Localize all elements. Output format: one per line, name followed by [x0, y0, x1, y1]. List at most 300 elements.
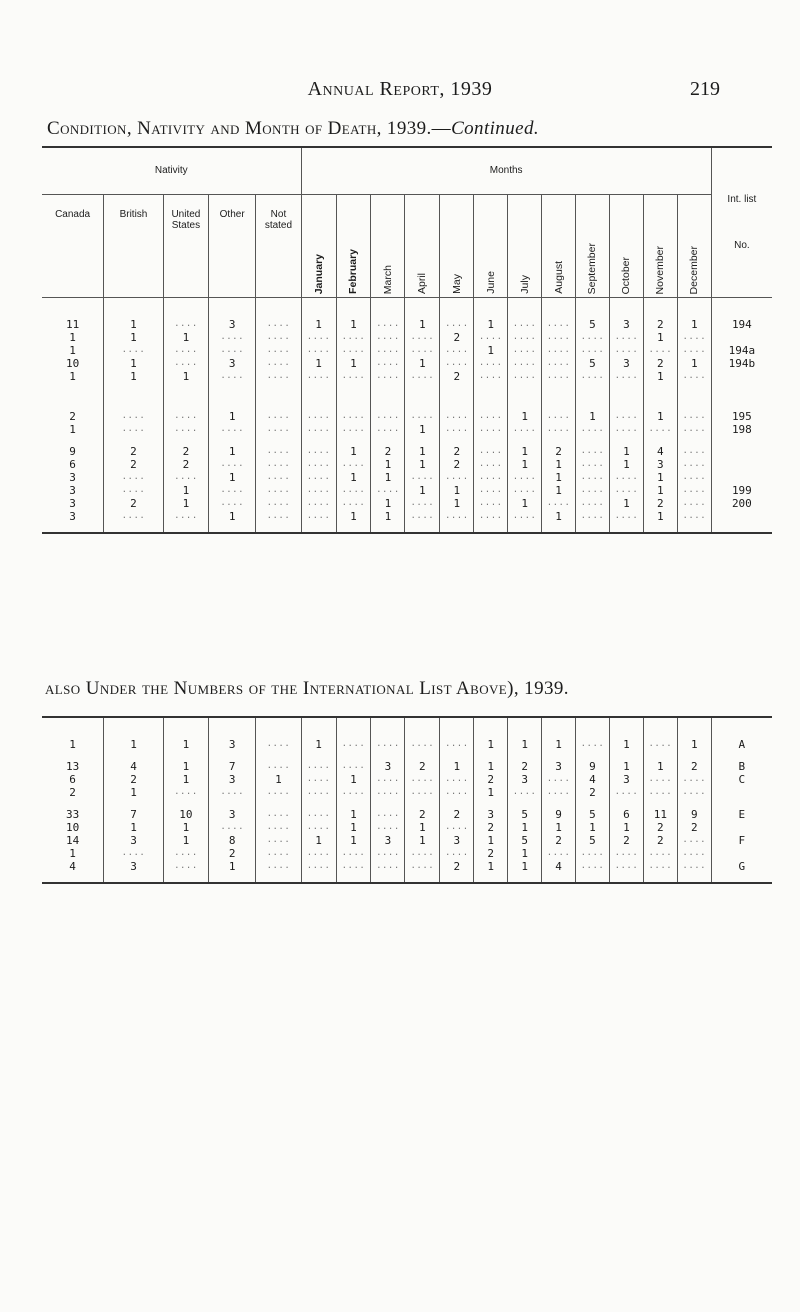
table-cell: .... [301, 510, 336, 523]
table-cell: 2 [440, 860, 474, 873]
table-cell: 1 [69, 331, 76, 344]
table-cell: 3 [209, 357, 256, 370]
table-row [42, 484, 772, 497]
table-cell: 3 [104, 834, 164, 847]
table-cell: .... [163, 510, 208, 523]
table-cell: 14 [65, 834, 80, 847]
table-cell: .... [405, 370, 440, 383]
table-cell: 2 [474, 821, 508, 834]
table-cell: .... [508, 344, 542, 357]
table-cell: 1 [508, 738, 542, 751]
table-cell: 3 [371, 834, 405, 847]
spacer-row [42, 436, 772, 445]
table-cell: .... [336, 410, 371, 423]
table-cell: .... [163, 786, 208, 799]
table-cell: .... [474, 471, 508, 484]
table-cell: .... [256, 471, 301, 484]
col-british: British [104, 195, 164, 298]
table-cell: 5 [576, 357, 610, 370]
table-cell: .... [104, 423, 164, 436]
table-cell: .... [677, 344, 711, 357]
table-cell: 2 [643, 821, 677, 834]
table-cell: .... [576, 423, 610, 436]
table-cell: .... [256, 834, 301, 847]
spacer-row [42, 392, 772, 401]
table-cell: .... [371, 423, 405, 436]
table-cell: .... [474, 484, 508, 497]
table-cell: .... [440, 471, 474, 484]
table-cell: .... [163, 410, 208, 423]
table-cell: .... [256, 847, 301, 860]
table-cell: .... [371, 370, 405, 383]
table-cell: .... [301, 370, 336, 383]
table-cell: 1 [405, 423, 440, 436]
table-cell: 2 [440, 445, 474, 458]
table-cell: .... [371, 331, 405, 344]
table-cell: 1 [677, 738, 711, 751]
table-cell: .... [256, 410, 301, 423]
table-subtitle [47, 118, 787, 140]
table-cell: .... [104, 471, 164, 484]
table-cell: 7 [209, 760, 256, 773]
table-cell: .... [371, 357, 405, 370]
table-cell: .... [474, 445, 508, 458]
table-cell: 3 [69, 510, 76, 523]
table-cell [711, 331, 772, 344]
table-cell: 3 [209, 773, 256, 786]
table-cell: .... [163, 860, 208, 873]
table-cell: 1 [163, 484, 208, 497]
table-cell: 1 [542, 484, 576, 497]
table-cell: .... [371, 860, 405, 873]
table-cell: .... [474, 510, 508, 523]
table-cell: 2 [677, 760, 711, 773]
table-cell: .... [643, 344, 677, 357]
table-cell: .... [301, 860, 336, 873]
table-cell: .... [405, 773, 440, 786]
table-row [42, 357, 772, 370]
table-cell: 1 [104, 318, 164, 331]
table-cell: .... [301, 423, 336, 436]
table-cell: 1 [609, 738, 643, 751]
table-cell: .... [371, 821, 405, 834]
table-cell: 1 [163, 773, 208, 786]
table-cell: .... [542, 773, 576, 786]
table-cell: 3 [542, 760, 576, 773]
table-cell: 2 [440, 458, 474, 471]
table-cell: 2 [609, 834, 643, 847]
table-cell: .... [474, 423, 508, 436]
table-row [42, 331, 772, 344]
table-cell: .... [576, 344, 610, 357]
table-cell: .... [301, 344, 336, 357]
table-cell: .... [301, 808, 336, 821]
table-cell: .... [371, 786, 405, 799]
table-cell: .... [336, 331, 371, 344]
table-cell: .... [474, 497, 508, 510]
table-cell: 2 [474, 847, 508, 860]
table-cell: 1 [301, 357, 336, 370]
table-row [42, 786, 772, 799]
table-cell: 1 [576, 410, 610, 423]
table-cell: 1 [336, 357, 371, 370]
table-cell: 4 [643, 445, 677, 458]
table-cell: .... [256, 760, 301, 773]
table-cell: 2 [405, 760, 440, 773]
table-cell: 1 [163, 738, 208, 751]
table-cell: 1 [336, 773, 371, 786]
table-cell: 1 [405, 458, 440, 471]
table-cell: .... [508, 357, 542, 370]
table-cell: .... [440, 786, 474, 799]
table-cell: .... [542, 423, 576, 436]
table-cell: .... [576, 484, 610, 497]
table-cell: 6 [609, 808, 643, 821]
table-cell: 1 [301, 738, 336, 751]
table-cell: 1 [643, 510, 677, 523]
table-cell: 2 [209, 847, 256, 860]
table-cell: .... [256, 786, 301, 799]
table-cell: .... [677, 510, 711, 523]
table-cell: .... [301, 410, 336, 423]
table-cell: .... [474, 357, 508, 370]
table-cell: .... [576, 497, 610, 510]
table-cell: 1 [508, 410, 542, 423]
table-cell: 2 [508, 760, 542, 773]
table-cell: 1 [609, 821, 643, 834]
spacer-row [42, 717, 772, 738]
col-february: February [336, 195, 371, 298]
table-cell: 4 [542, 860, 576, 873]
table-cell: .... [104, 344, 164, 357]
table-cell: 1 [371, 458, 405, 471]
table-cell: 1 [163, 370, 208, 383]
table-cell: 1 [69, 738, 76, 751]
table-cell: 8 [209, 834, 256, 847]
table-cell: 1 [163, 821, 208, 834]
table-cell: 1 [209, 510, 256, 523]
table-cell: 1 [209, 860, 256, 873]
table-cell: .... [677, 445, 711, 458]
table-cell: 1 [69, 344, 76, 357]
table-cell: 1 [336, 445, 371, 458]
table-cell: 1 [474, 318, 508, 331]
table-cell: 3 [209, 808, 256, 821]
table-cell: .... [405, 786, 440, 799]
table-cell: .... [508, 510, 542, 523]
table-cell: 2 [104, 458, 164, 471]
table-cell: 199 [711, 484, 772, 497]
subtitle-continued: Continued. [451, 118, 539, 139]
table-cell: .... [677, 423, 711, 436]
table-cell: .... [508, 786, 542, 799]
table-cell: .... [474, 331, 508, 344]
table-cell: 1 [440, 497, 474, 510]
table-cell: 1 [209, 410, 256, 423]
table-cell: 4 [576, 773, 610, 786]
col-december: December [677, 195, 711, 298]
table-cell: .... [371, 808, 405, 821]
table-cell: 1 [336, 318, 371, 331]
table-cell: .... [643, 423, 677, 436]
table-cell: .... [163, 847, 208, 860]
table-cell: 2 [474, 773, 508, 786]
table-cell: 1 [336, 471, 371, 484]
table-cell: .... [677, 458, 711, 471]
table-cell: .... [336, 497, 371, 510]
col-january: January [301, 195, 336, 298]
table-cell: .... [256, 510, 301, 523]
table-cell: 6 [69, 458, 76, 471]
int-list-header: Int. list No. [711, 147, 772, 298]
table-cell: 1 [474, 860, 508, 873]
table-cell: 1 [542, 510, 576, 523]
table-cell: 10 [65, 357, 80, 370]
table-cell: 194b [711, 357, 772, 370]
table-cell: 1 [508, 847, 542, 860]
table-cell [711, 445, 772, 458]
table-cell: 5 [508, 834, 542, 847]
table-cell [711, 786, 772, 799]
col-canada: Canada [42, 195, 104, 298]
table-row [42, 738, 772, 751]
table-cell [711, 458, 772, 471]
table-cell: 1 [609, 445, 643, 458]
table-cell: .... [104, 410, 164, 423]
table-cell: .... [209, 786, 256, 799]
table-cell: .... [677, 331, 711, 344]
table-cell: .... [609, 471, 643, 484]
table-cell: 1 [405, 834, 440, 847]
table-cell [711, 370, 772, 383]
table-row [42, 410, 772, 423]
table-cell: .... [677, 484, 711, 497]
table-cell: 1 [301, 318, 336, 331]
table-cell: .... [336, 860, 371, 873]
table-cell: 1 [643, 410, 677, 423]
table-cell: 1 [542, 471, 576, 484]
table-cell: .... [677, 860, 711, 873]
table-row [42, 458, 772, 471]
table-cell: 194a [711, 344, 772, 357]
table-cell: .... [405, 860, 440, 873]
table2-body [42, 717, 772, 883]
table-cell: 1 [336, 821, 371, 834]
table-cell: .... [301, 497, 336, 510]
table-cell: 5 [576, 808, 610, 821]
table-cell: .... [336, 847, 371, 860]
table-cell: 2 [163, 445, 208, 458]
col-may: May [440, 195, 474, 298]
table-cell: 1 [336, 808, 371, 821]
table-cell: 3 [209, 738, 256, 751]
table-cell: 33 [65, 808, 80, 821]
table-cell: .... [336, 458, 371, 471]
table-row [42, 423, 772, 436]
table-cell: 1 [440, 760, 474, 773]
table-cell: .... [609, 847, 643, 860]
table-cell: E [711, 808, 772, 821]
table-cell: .... [371, 410, 405, 423]
table-cell: 11 [643, 808, 677, 821]
table-cell: .... [576, 510, 610, 523]
table-cell: .... [336, 344, 371, 357]
subtitle-main: Condition, Nativity and Month of Death, 1939.— [47, 118, 452, 139]
table-cell [711, 510, 772, 523]
table-cell: 1 [405, 821, 440, 834]
table-cell: 1 [609, 458, 643, 471]
table-cell: 1 [643, 370, 677, 383]
table-cell: .... [643, 773, 677, 786]
table-cell: 1 [104, 331, 164, 344]
table-cell: 1 [209, 445, 256, 458]
table-cell: .... [643, 738, 677, 751]
table-cell: 1 [371, 471, 405, 484]
table-cell: 1 [336, 834, 371, 847]
table-cell: 1 [474, 344, 508, 357]
table-cell: 2 [371, 445, 405, 458]
table-cell: .... [256, 318, 301, 331]
table-cell: 1 [336, 510, 371, 523]
table-cell: 1 [69, 847, 76, 860]
nativity-group-header: Nativity [42, 147, 301, 195]
table-cell: .... [542, 410, 576, 423]
table-cell: .... [609, 860, 643, 873]
table-cell: .... [508, 331, 542, 344]
table-cell: 1 [508, 497, 542, 510]
table-cell: .... [542, 370, 576, 383]
table-cell: .... [301, 760, 336, 773]
table-cell: 1 [301, 834, 336, 847]
table-cell: 1 [474, 760, 508, 773]
table-cell: 1 [209, 471, 256, 484]
table-cell: .... [440, 773, 474, 786]
table-cell: .... [371, 484, 405, 497]
report-title: Annual Report, 1939 [307, 78, 493, 100]
col-not-stated: Not stated [256, 195, 301, 298]
table-cell: 3 [440, 834, 474, 847]
table-row [42, 471, 772, 484]
table-cell: 1 [69, 423, 76, 436]
table-cell: .... [677, 410, 711, 423]
table-cell: 4 [69, 860, 76, 873]
table-cell: .... [474, 370, 508, 383]
table-cell: 1 [163, 834, 208, 847]
table-cell: .... [336, 423, 371, 436]
table-cell: .... [677, 847, 711, 860]
table-cell: .... [209, 821, 256, 834]
table-cell: .... [576, 847, 610, 860]
table-cell: 198 [711, 423, 772, 436]
international-list-table [42, 716, 772, 884]
table-cell: 2 [69, 786, 76, 799]
table-cell: 9 [677, 808, 711, 821]
table-cell: .... [104, 847, 164, 860]
table-cell: .... [256, 458, 301, 471]
table-cell: .... [440, 344, 474, 357]
table-cell: .... [301, 471, 336, 484]
table-row [42, 773, 772, 786]
table-cell: .... [256, 497, 301, 510]
table-cell: 5 [576, 834, 610, 847]
table-cell: 2 [643, 497, 677, 510]
table-cell: 200 [711, 497, 772, 510]
table-row [42, 760, 772, 773]
spacer-row [42, 873, 772, 883]
table-cell: .... [256, 344, 301, 357]
table-cell: 13 [65, 760, 80, 773]
table-cell: .... [677, 370, 711, 383]
table-cell: 4 [104, 760, 164, 773]
table-cell: 3 [69, 484, 76, 497]
table-cell: 2 [104, 497, 164, 510]
table-cell: .... [609, 410, 643, 423]
table-cell: .... [209, 344, 256, 357]
table-cell [711, 821, 772, 834]
col-march: March [371, 195, 405, 298]
table-cell: .... [371, 847, 405, 860]
table-cell: 1 [371, 497, 405, 510]
table-cell: 1 [474, 738, 508, 751]
table-cell: .... [440, 357, 474, 370]
section2-title: also Under the Numbers of the International List Above), 1939. [45, 678, 569, 699]
table-cell [711, 471, 772, 484]
table-cell: .... [576, 860, 610, 873]
table-cell: .... [301, 821, 336, 834]
table-cell: 1 [405, 484, 440, 497]
col-july: July [508, 195, 542, 298]
table-cell: B [711, 760, 772, 773]
col-october: October [609, 195, 643, 298]
table-row [42, 445, 772, 458]
table-cell: .... [609, 484, 643, 497]
table-cell: 1 [508, 445, 542, 458]
table-cell: .... [104, 510, 164, 523]
table-cell: 9 [69, 445, 76, 458]
table-cell: .... [474, 410, 508, 423]
spacer-row [42, 401, 772, 410]
spacer-row [42, 383, 772, 392]
table-row [42, 834, 772, 847]
table-cell: 1 [609, 760, 643, 773]
table-cell: 194 [711, 318, 772, 331]
table-cell: 2 [542, 834, 576, 847]
table-cell: 3 [104, 860, 164, 873]
table-cell: 2 [405, 808, 440, 821]
page-header [0, 78, 800, 108]
table-cell: .... [609, 331, 643, 344]
table-cell: 1 [104, 738, 164, 751]
table-cell: 2 [643, 318, 677, 331]
table-cell: 3 [209, 318, 256, 331]
table-cell: .... [677, 773, 711, 786]
table-cell: 1 [508, 821, 542, 834]
table-cell: 2 [677, 821, 711, 834]
table-cell: .... [643, 847, 677, 860]
table-cell: .... [542, 331, 576, 344]
table-cell: .... [576, 738, 610, 751]
table-cell: .... [440, 738, 474, 751]
table-cell: .... [209, 331, 256, 344]
table-cell: .... [542, 497, 576, 510]
table-cell: .... [609, 344, 643, 357]
table-cell: 1 [69, 370, 76, 383]
table-cell: .... [209, 458, 256, 471]
page-number: 219 [690, 78, 720, 100]
table-cell: 2 [643, 834, 677, 847]
table-cell: 6 [69, 773, 76, 786]
table-cell: .... [609, 510, 643, 523]
